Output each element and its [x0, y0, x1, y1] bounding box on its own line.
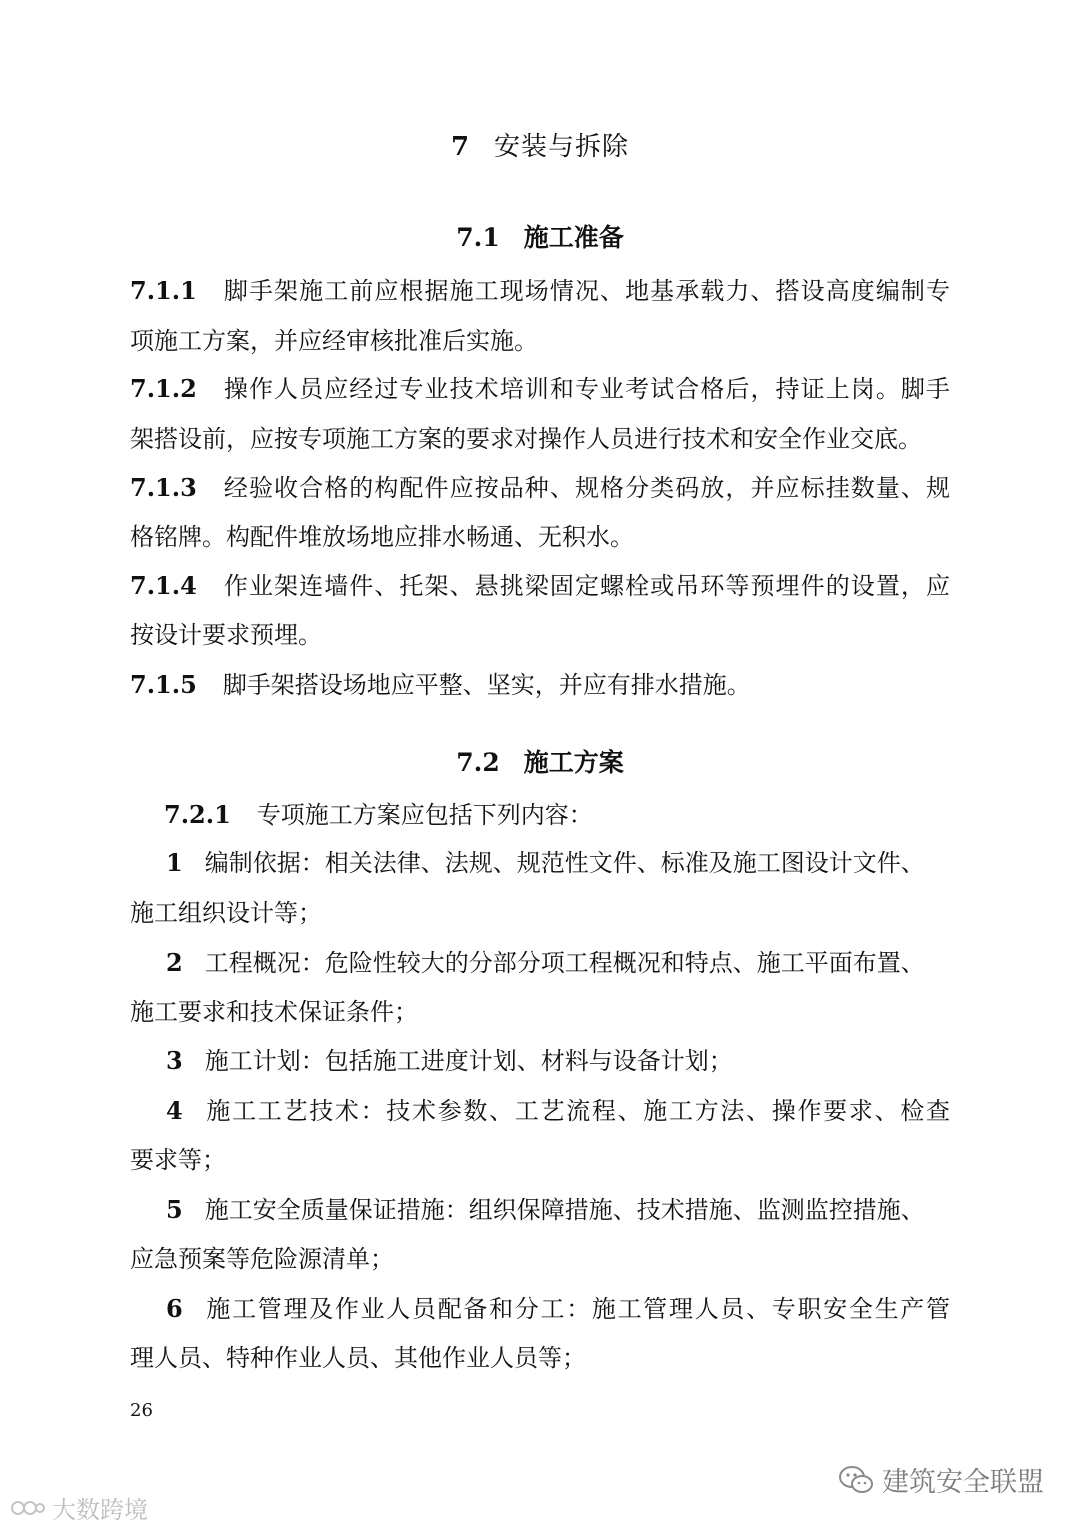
section-title-text: 施工方案 [523, 748, 624, 777]
watermark-account-text: 建筑安全联盟 [882, 1467, 1044, 1498]
section-title-text: 施工准备 [523, 223, 624, 252]
watermark-brand [10, 1490, 148, 1525]
clause-7-1-3-line2: 格铭牌。构配件堆放场地应排水畅通、无积水。 [130, 523, 634, 551]
clause-7-1-3-line1 [130, 473, 950, 503]
clause-number: 7.2.1 [164, 800, 231, 829]
item-3-line1 [166, 1046, 986, 1076]
item-6-line1 [166, 1294, 950, 1324]
chapter-number: 7 [450, 132, 471, 162]
section-heading-7-1 [0, 218, 1080, 254]
clause-7-1-4-line1 [130, 571, 950, 601]
item-2-line2: 施工要求和技术保证条件； [130, 998, 418, 1026]
clause-text: 脚手架施工前应根据施工现场情况、地基承载力、搭设高度编制专 [222, 277, 950, 305]
clause-number: 7.1.1 [130, 276, 197, 305]
logo-icon [10, 1496, 46, 1520]
clause-7-1-1-line1 [130, 276, 950, 306]
clause-7-1-4-line2: 按设计要求预埋。 [130, 621, 322, 649]
watermark-account [838, 1460, 1044, 1499]
item-text: 施工工艺技术：技术参数、工艺流程、施工方法、操作要求、检查 [204, 1097, 950, 1125]
item-5-line1 [166, 1195, 950, 1225]
item-5-line2: 应急预案等危险源清单； [130, 1245, 394, 1273]
item-4-line1 [166, 1096, 950, 1126]
clause-text: 操作人员应经过专业技术培训和专业考试合格后，持证上岗。脚手 [222, 375, 950, 403]
clause-number: 7.1.4 [130, 571, 197, 600]
section-heading-7-2 [0, 743, 1080, 779]
clause-number: 7.1.3 [130, 473, 197, 502]
clause-7-1-2-line1 [130, 374, 950, 404]
item-number: 5 [166, 1195, 183, 1224]
section-number: 7.2 [456, 748, 500, 777]
item-number: 2 [166, 948, 183, 977]
chapter-title [0, 126, 1080, 163]
clause-text: 脚手架搭设场地应平整、坚实，并应有排水措施。 [222, 671, 751, 699]
section-number: 7.1 [456, 223, 500, 252]
clause-7-1-2-line2: 架搭设前，应按专项施工方案的要求对操作人员进行技术和安全作业交底。 [130, 425, 922, 453]
clause-number: 7.1.2 [130, 374, 197, 403]
item-1-line1 [166, 848, 950, 878]
chapter-title-text: 安装与拆除 [494, 132, 630, 162]
clause-7-1-5-line1 [130, 670, 950, 700]
clause-7-1-1-line2: 项施工方案，并应经审核批准后实施。 [130, 327, 538, 355]
clause-text: 经验收合格的构配件应按品种、规格分类码放，并应标挂数量、规 [222, 474, 950, 502]
clause-text: 专项施工方案应包括下列内容： [256, 801, 593, 829]
clause-number: 7.1.5 [130, 670, 197, 699]
clause-text: 作业架连墙件、托架、悬挑梁固定螺栓或吊环等预埋件的设置，应 [222, 572, 950, 600]
item-text: 施工管理及作业人员配备和分工：施工管理人员、专职安全生产管 [204, 1295, 950, 1323]
item-number: 6 [166, 1294, 183, 1323]
clause-7-2-1 [164, 800, 984, 830]
item-text: 施工计划：包括施工进度计划、材料与设备计划； [204, 1047, 733, 1075]
item-text: 编制依据：相关法律、法规、规范性文件、标准及施工图设计文件、 [204, 849, 925, 877]
item-text: 施工安全质量保证措施：组织保障措施、技术措施、监测监控措施、 [204, 1196, 925, 1224]
item-text: 工程概况：危险性较大的分部分项工程概况和特点、施工平面布置、 [204, 949, 925, 977]
item-2-line1 [166, 948, 950, 978]
item-6-line2: 理人员、特种作业人员、其他作业人员等； [130, 1344, 586, 1372]
item-number: 1 [166, 848, 183, 877]
item-1-line2: 施工组织设计等； [130, 899, 322, 927]
item-number: 3 [166, 1046, 183, 1075]
wechat-icon [838, 1465, 874, 1495]
page-number: 26 [130, 1400, 153, 1421]
watermark-brand-text: 大数跨境 [52, 1496, 148, 1524]
item-number: 4 [166, 1096, 183, 1125]
item-4-line2: 要求等； [130, 1146, 226, 1174]
